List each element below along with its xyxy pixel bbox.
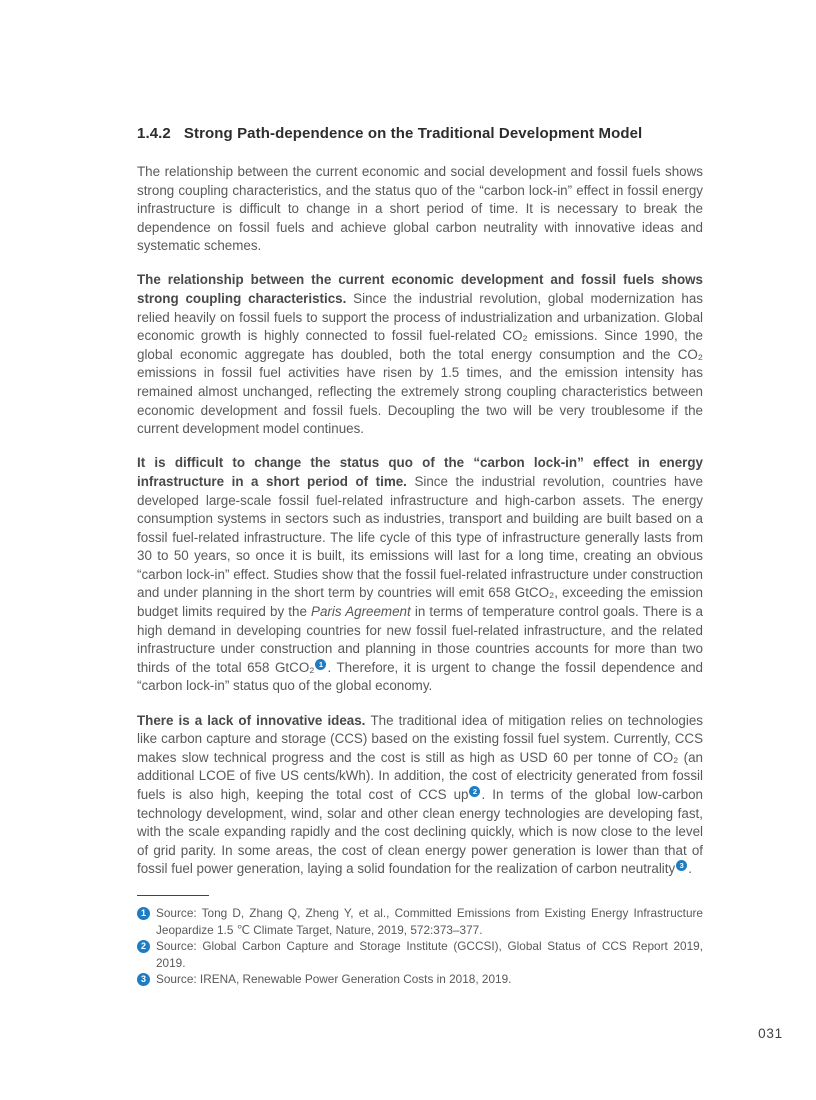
text-run: Since the industrial revolution, global modernization has relied heavily on fossil fuels to support the process of industrialization and urbanization. Global economic growth is highly connected to fossil fuel-related CO₂ emissions. Since 1990, the global economic aggregate has doubled, both the total energy consumption and the CO₂ emissions in fossil fuel activities have risen by 1.5 times, and the emission intensity has remained almost unchanged, reflecting the extremely strong coupling characteristics between economic development and fossil fuels. Decoupling the two will be very troublesome if the current development model continues. [137, 291, 703, 437]
section-heading [137, 125, 703, 142]
footnote-marker: 2 [469, 786, 480, 797]
footnote-marker: 3 [676, 860, 687, 871]
footnote-separator [137, 895, 209, 896]
section-number: 1.4.2 [137, 125, 171, 142]
text-run: Source: Tong D, Zhang Q, Zheng Y, et al., Committed Emissions from Existing Energy Infrastructure Jeopardize 1.5 ℃ Climate Target, Nature, 2019, 572:373–377. [156, 906, 703, 937]
text-run: The relationship between the current economic and social development and fossil fuels shows strong coupling characteristics, and the status quo of the “carbon lock-in” effect in fossil energy infrastructure is difficult to change in a short period of time. It is necessary to break the dependence on fossil fuels and achieve global carbon neutrality with innovative ideas and systematic schemes. [137, 164, 703, 254]
body-text [137, 163, 703, 879]
paragraph-innovative-ideas [137, 712, 703, 879]
footnote-area [137, 895, 703, 988]
page-content [137, 125, 703, 894]
footnote [137, 905, 703, 938]
text-run: The traditional idea of mitigation relies on technologies like carbon capture and storage (CCS) based on the existing fossil fuel system. Currently, CCS makes slow technical progress and the cost is still as high as USD 60 per tonne of CO₂ (an additional LCOE of five US cents/kWh). In addition, the cost of electricity generated from fossil fuels is also high, keeping the total cost of CCS up [137, 712, 704, 802]
text-run: . In terms of the global low-carbon technology development, wind, solar and other clean energy technologies are developing fast, with the scale expanding rapidly and the cost declining quickly, which is now close to the level of grid parity. In some areas, the cost of clean energy power generation is lower than that of fossil fuel power generation, laying a solid foundation for the realization of carbon neutrality [137, 786, 703, 877]
text-run: . Therefore, it is urgent to change the fossil dependence and “carbon lock-in” status quo of the global economy. [137, 659, 704, 694]
text-run: The relationship between the current economic development and fossil fuels shows strong coupling characteristics. [137, 272, 703, 307]
footnote [137, 938, 703, 971]
footnote [137, 971, 703, 988]
section-title: Strong Path-dependence on the Traditional Development Model [183, 125, 643, 142]
footnote-text [156, 971, 703, 988]
text-run: Source: IRENA, Renewable Power Generation Costs in 2018, 2019. [156, 972, 512, 987]
text-run: . [688, 861, 692, 877]
paragraph-coupling [137, 271, 703, 438]
footnote-number-badge: 1 [137, 907, 150, 920]
text-run: Paris Agreement [311, 604, 411, 620]
footnote-number-badge: 3 [137, 973, 150, 986]
footnote-marker: 1 [315, 659, 326, 670]
text-run: Since the industrial revolution, countries have developed large-scale fossil fuel-related infrastructure and high-carbon assets. The energy consumption systems in sectors such as industries, transport and building are built based on a fossil fuel-related infrastructure. The life cycle of this type of infrastructure generally lasts from 30 to 50 years, so once it is built, its emissions will last for a long time, creating an obvious “carbon lock-in” effect. Studies show that the fossil fuel-related infrastructure under construction and under planning in the short term by countries will emit 658 GtCO₂, exceeding the emission budget limits required by the [137, 473, 703, 620]
text-run: There is a lack of innovative ideas. [137, 712, 371, 728]
text-run: It is difficult to change the status quo of the “carbon lock-in” effect in energy infrastructure in a short period of time. [137, 455, 703, 489]
page-number: 031 [758, 1026, 783, 1041]
text-run: in terms of temperature control goals. There is a high demand in developing countries for new fossil fuel-related infrastructure, and the related infrastructure under construction and planning in those countries accounts for more than two thirds of the total 658 GtCO₂ [137, 604, 703, 675]
footnote-text [156, 938, 703, 971]
footnote-number-badge: 2 [137, 940, 150, 953]
paragraph-intro [137, 163, 703, 256]
paragraph-carbon-lock-in [137, 454, 703, 696]
text-run: Source: Global Carbon Capture and Storage Institute (GCCSI), Global Status of CCS Report 2019, 2019. [156, 939, 703, 970]
footnote-text [156, 905, 703, 938]
